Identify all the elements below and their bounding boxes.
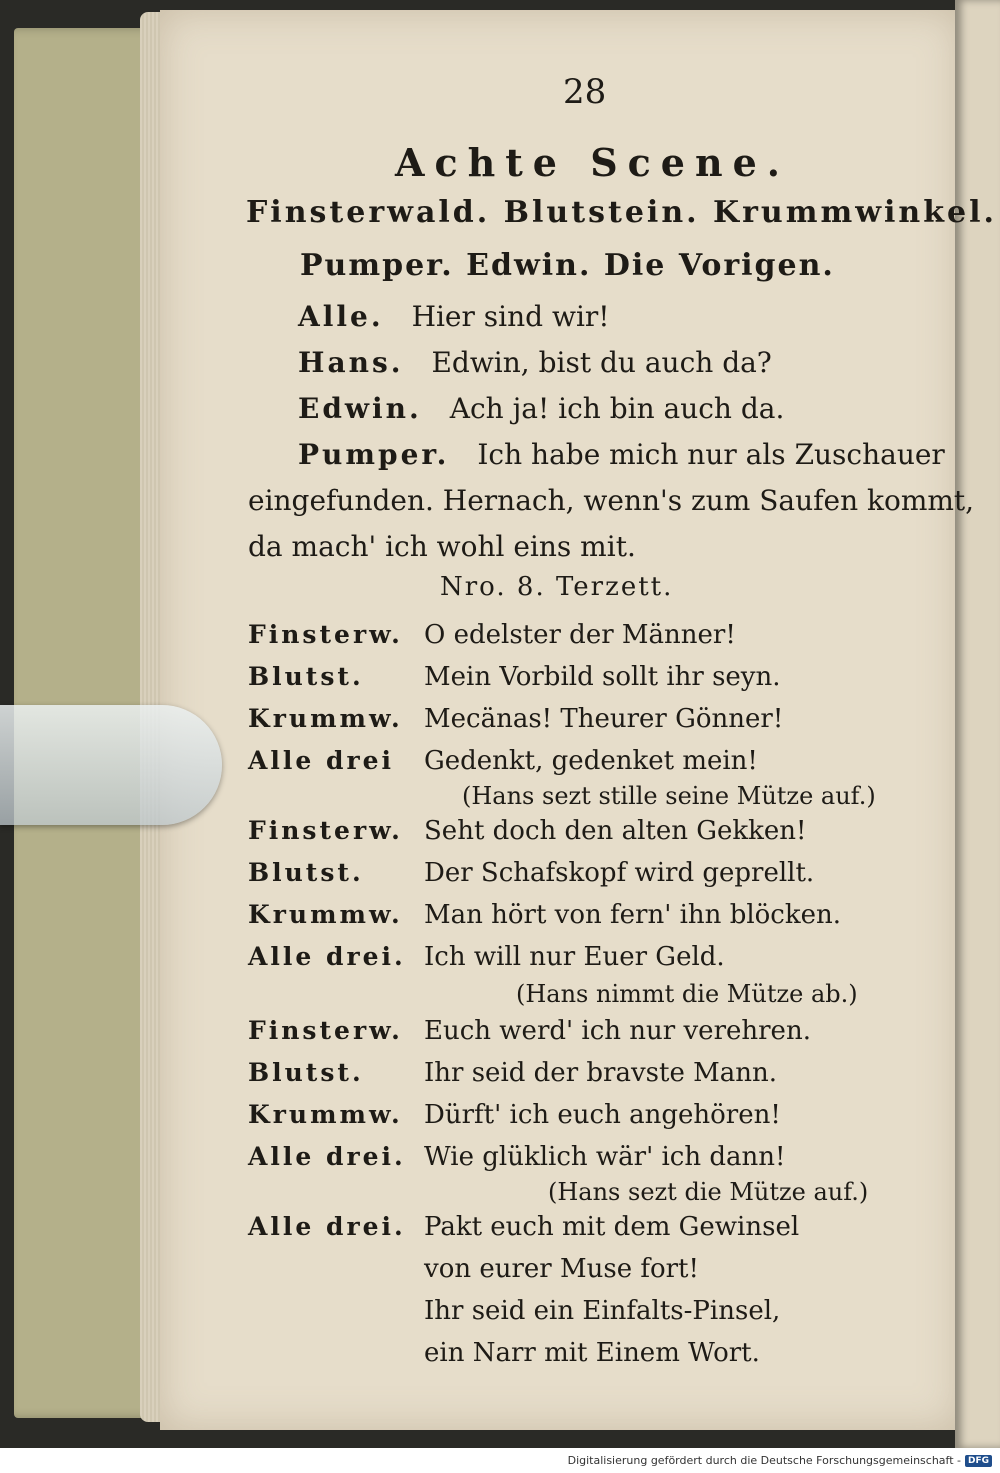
verse-line: Ihr seid der bravste Mann. — [424, 1058, 777, 1088]
verse-line: Der Schafskopf wird geprellt. — [424, 858, 815, 888]
dialogue-line — [298, 346, 772, 379]
dialogue-line — [298, 392, 784, 425]
role-name: Krummw. — [248, 900, 403, 929]
number-heading: Nro. 8. Terzett. — [440, 572, 674, 602]
role-name: Finsterw. — [248, 816, 403, 845]
verse-line: Euch werd' ich nur verehren. — [424, 1016, 811, 1046]
scene-title: Achte Scene. — [395, 140, 790, 185]
cast-line-1: Finsterwald. Blutstein. Krummwinkel. — [246, 195, 997, 230]
role-name: Blutst. — [248, 1058, 364, 1087]
role-name: Alle drei. — [248, 1142, 406, 1171]
speaker-name: Pumper. — [298, 438, 450, 471]
verse-line: O edelster der Männer! — [424, 620, 736, 650]
dialogue-line — [248, 530, 636, 563]
verse-line: Mecänas! Theurer Gönner! — [424, 704, 784, 734]
dialogue-text: da mach' ich wohl eins mit. — [248, 530, 636, 563]
dialogue-line — [298, 300, 610, 333]
verse-line: Ihr seid ein Einfalts-Pinsel, — [424, 1296, 781, 1326]
role-name: Krummw. — [248, 1100, 403, 1129]
page-number: 28 — [563, 72, 607, 112]
dialogue-text: Ich habe mich nur als Zuschauer — [477, 438, 945, 471]
verse-line: Gedenkt, gedenket mein! — [424, 746, 758, 776]
dialogue-line — [298, 438, 945, 471]
dialogue-text: Edwin, bist du auch da? — [431, 346, 772, 379]
role-name: Finsterw. — [248, 620, 403, 649]
dialogue-text: Hier sind wir! — [411, 300, 610, 333]
role-name: Krummw. — [248, 704, 403, 733]
role-name: Blutst. — [248, 662, 364, 691]
footer-credit-text: Digitalisierung gefördert durch die Deutsche Forschungsgemeinschaft - — [567, 1454, 961, 1467]
dialogue-line — [248, 484, 974, 517]
stage-direction: (Hans sezt die Mütze auf.) — [548, 1178, 869, 1206]
dialogue-text: eingefunden. Hernach, wenn's zum Saufen kommt, — [248, 484, 975, 517]
cast-line-2: Pumper. Edwin. Die Vorigen. — [300, 248, 835, 283]
verse-line: Man hört von fern' ihn blöcken. — [424, 900, 842, 930]
page-clip — [0, 705, 222, 825]
stage-direction: (Hans sezt stille seine Mütze auf.) — [462, 782, 876, 810]
verse-line: von eurer Muse fort! — [424, 1254, 699, 1284]
dialogue-text: Ach ja! ich bin auch da. — [449, 392, 785, 425]
speaker-name: Alle. — [298, 300, 384, 333]
stage-direction: (Hans nimmt die Mütze ab.) — [516, 980, 858, 1008]
verse-line: Pakt euch mit dem Gewinsel — [424, 1212, 800, 1242]
verse-line: Mein Vorbild sollt ihr seyn. — [424, 662, 781, 692]
role-name: Blutst. — [248, 858, 364, 887]
verse-line: Ich will nur Euer Geld. — [424, 942, 725, 972]
role-name: Alle drei. — [248, 942, 406, 971]
speaker-name: Hans. — [298, 346, 404, 379]
speaker-name: Edwin. — [298, 392, 422, 425]
role-name: Alle drei — [248, 746, 395, 775]
dfg-logo: DFG — [965, 1455, 992, 1467]
verse-line: Seht doch den alten Gekken! — [424, 816, 807, 846]
footer-credit — [568, 1454, 992, 1467]
verse-line: Wie glüklich wär' ich dann! — [424, 1142, 786, 1172]
role-name: Alle drei. — [248, 1212, 406, 1241]
role-name: Finsterw. — [248, 1016, 403, 1045]
verse-line: Dürft' ich euch angehören! — [424, 1100, 781, 1130]
verse-line: ein Narr mit Einem Wort. — [424, 1338, 760, 1368]
